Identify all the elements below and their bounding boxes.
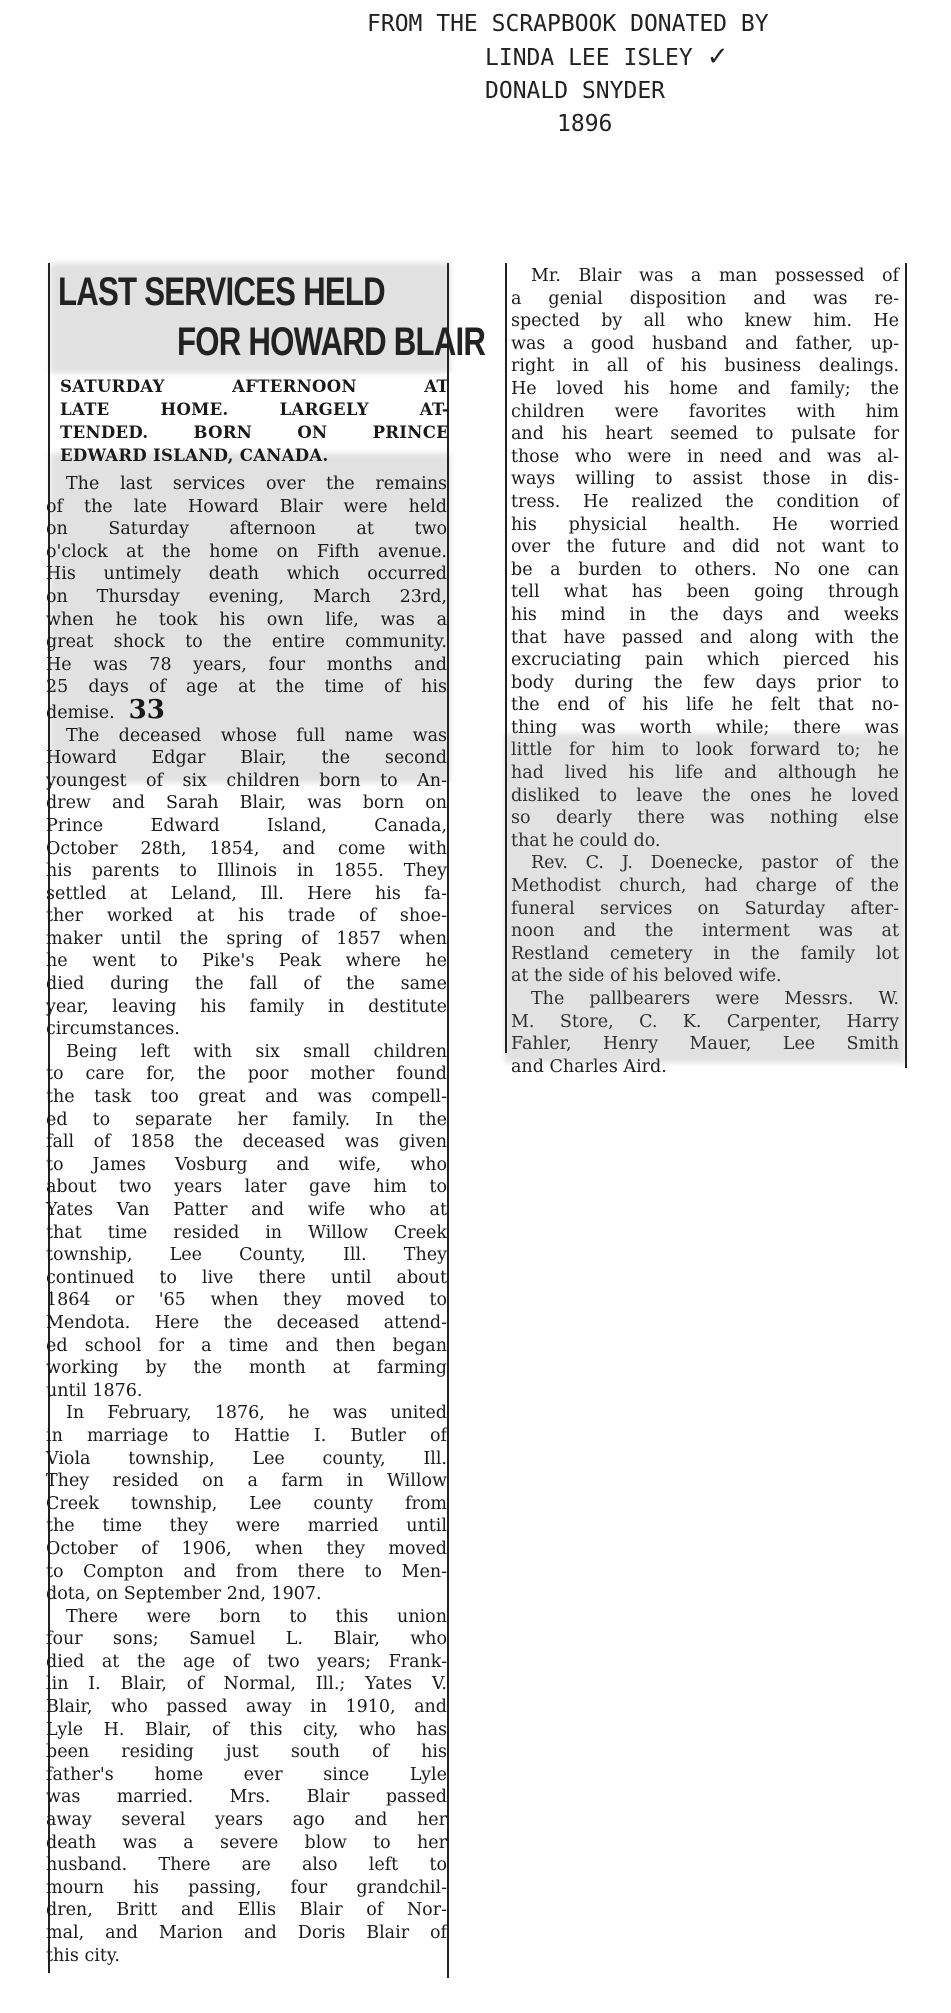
text-line: mal, and Marion and Doris Blair of: [46, 1923, 447, 1943]
text-line: be a burden to others. No one can: [511, 559, 899, 580]
text-line: husband. There are also left to: [46, 1855, 447, 1876]
text-line: He loved his home and family; the: [511, 378, 899, 399]
text-line: father's home ever since Lyle: [46, 1764, 447, 1785]
text-line: about two years later gave him to: [46, 1177, 447, 1198]
text-line: funeral services on Saturday after-: [511, 898, 899, 919]
scrapbook-note: [367, 8, 887, 141]
note-year: 1896: [557, 111, 613, 137]
text-line: of the late Howard Blair were held: [46, 496, 447, 517]
text-line: that he could do.: [511, 830, 661, 851]
text-line: The deceased whose full name was: [66, 725, 447, 746]
text-line: Yates Van Patter and wife who at: [46, 1200, 447, 1220]
text-line: great shock to the entire community.: [46, 632, 447, 653]
deck-line: TENDED. BORN ON PRINCE: [60, 423, 449, 442]
text-line: M. Store, C. K. Carpenter, Harry: [511, 1011, 899, 1032]
text-line: youngest of six children born to An-: [46, 770, 447, 791]
text-line: right in all of his business dealings.: [511, 356, 899, 377]
text-line: this city.: [46, 1945, 120, 1966]
text-line: ed to separate her family. In the: [46, 1109, 447, 1130]
text-line: lin I. Blair, of Normal, Ill.; Yates V.: [46, 1674, 447, 1695]
paragraph: [46, 1606, 447, 1968]
text-line: that have passed and along with the: [511, 627, 899, 648]
text-line: Restland cemetery in the family lot: [511, 943, 899, 964]
text-line: to James Vosburg and wife, who: [46, 1154, 447, 1175]
text-line: was married. Mrs. Blair passed: [46, 1787, 447, 1808]
text-span: demise.: [46, 702, 115, 723]
headline-line-1: LAST SERVICES HELD: [58, 270, 385, 314]
text-line: Being left with six small children: [66, 1041, 447, 1062]
print-smudge: [505, 733, 905, 1063]
text-line: the time they were married until: [46, 1516, 447, 1537]
deck-line: EDWARD ISLAND, CANADA.: [60, 446, 329, 465]
text-line: death was a severe blow to her: [46, 1832, 447, 1853]
text-line: tress. He realized the condition of: [511, 491, 899, 512]
text-line: Mr. Blair was a man possessed of: [531, 266, 899, 286]
text-line: the end of his life he felt that no-: [511, 695, 899, 716]
donor-name: LINDA LEE ISLEY: [485, 45, 693, 71]
text-line: settled at Leland, Ill. Here his fa-: [46, 883, 447, 904]
text-line: Creek township, Lee county from: [46, 1493, 447, 1514]
text-line: Fahler, Henry Mauer, Lee Smith: [511, 1034, 899, 1055]
text-line: thing was worth while; there was: [511, 717, 899, 738]
text-line: continued to live there until about: [46, 1267, 447, 1288]
text-line: noon and the interment was at: [511, 921, 899, 942]
text-line: His untimely death which occurred: [46, 564, 447, 585]
text-line: ther worked at his trade of shoe-: [46, 906, 447, 927]
text-line: Viola township, Lee county, Ill.: [46, 1448, 447, 1469]
text-line: Prince Edward Island, Canada,: [46, 815, 447, 836]
text-line: excruciating pain which pierced his: [511, 650, 899, 671]
text-line: [46, 694, 447, 725]
paragraph: [46, 473, 447, 725]
text-line: the task too great and was compell-: [46, 1087, 447, 1108]
text-line: a genial disposition and was re-: [511, 288, 899, 309]
text-line: that time resided in Willow Creek: [46, 1222, 447, 1243]
text-line: body during the few days prior to: [511, 672, 899, 693]
text-line: his physicial health. He worried: [511, 514, 899, 535]
note-line-2: [485, 41, 887, 75]
text-line: so dearly there was nothing else: [511, 808, 899, 829]
text-line: In February, 1876, he was united: [66, 1403, 447, 1424]
text-line: on Saturday afternoon at two: [46, 519, 447, 540]
text-line: Lyle H. Blair, of this city, who has: [46, 1719, 447, 1740]
text-line: October of 1906, when they moved: [46, 1538, 447, 1559]
text-line: Blair, who passed away in 1910, and: [46, 1697, 447, 1718]
text-line: to Compton and from there to Men-: [46, 1561, 447, 1582]
text-line: dren, Britt and Ellis Blair of Nor-: [46, 1900, 447, 1921]
column-rule-left: [505, 263, 507, 1053]
text-line: mourn his passing, four grandchil-: [46, 1877, 447, 1898]
text-line: four sons; Samuel L. Blair, who: [46, 1629, 447, 1650]
text-line: Howard Edgar Blair, the second: [46, 748, 447, 769]
article-left-column: [40, 263, 486, 1983]
text-line: Methodist church, had charge of the: [511, 876, 899, 897]
text-line: died at the age of two years; Frank-: [46, 1651, 447, 1672]
text-line: over the future and did not want to: [511, 537, 899, 558]
text-line: Rev. C. J. Doenecke, pastor of the: [531, 853, 899, 874]
text-line: spected by all who knew him. He: [511, 311, 899, 332]
subheadline: [60, 375, 449, 467]
text-line: and Charles Aird.: [511, 1056, 667, 1077]
article-body-left: [40, 473, 455, 1967]
text-line: died during the fall of the same: [46, 974, 447, 995]
text-line: dota, on September 2nd, 1907.: [46, 1584, 322, 1605]
text-line: township, Lee County, Ill. They: [46, 1245, 447, 1266]
text-line: disliked to leave the ones he loved: [511, 785, 899, 806]
paragraph: [46, 1041, 447, 1403]
text-line: his mind in the days and weeks: [511, 604, 899, 625]
text-line: working by the month at farming: [46, 1358, 447, 1379]
text-line: was a good husband and father, up-: [511, 333, 899, 354]
text-line: October 28th, 1854, and come with: [46, 838, 447, 859]
text-line: been residing just south of his: [46, 1742, 447, 1763]
text-line: away several years ago and her: [46, 1810, 447, 1831]
text-line: circumstances.: [46, 1019, 180, 1040]
text-line: he went to Pike's Peak where he: [46, 951, 447, 972]
text-line: The pallbearers were Messrs. W.: [531, 989, 899, 1009]
text-line: his parents to Illinois in 1855. They: [46, 861, 447, 882]
handwritten-mark: 33: [128, 694, 165, 725]
text-line: when he took his own life, was a: [46, 609, 447, 630]
text-line: Mendota. Here the deceased attend-: [46, 1312, 447, 1333]
note-line-1: FROM THE SCRAPBOOK DONATED BY: [367, 11, 769, 37]
column-rule-right: [905, 263, 907, 1068]
text-line: drew and Sarah Blair, was born on: [46, 793, 447, 814]
text-line: 25 days of age at the time of his: [46, 677, 447, 698]
text-line: year, leaving his family in destitute: [46, 996, 447, 1017]
text-line: He was 78 years, four months and: [46, 654, 447, 675]
text-line: They resided on a farm in Willow: [46, 1471, 447, 1492]
text-line: children were favorites with him: [511, 401, 899, 422]
text-line: 1864 or '65 when they moved to: [46, 1290, 447, 1311]
text-line: The last services over the remains: [66, 474, 447, 494]
headline-line-2: FOR HOWARD BLAIR: [177, 320, 486, 364]
text-line: ed school for a time and then began: [46, 1335, 447, 1356]
text-line: at the side of his beloved wife.: [511, 966, 782, 987]
text-line: fall of 1858 the deceased was given: [46, 1132, 447, 1153]
text-line: little for him to look forward to; he: [511, 740, 899, 761]
deck-line: SATURDAY AFTERNOON AT: [60, 377, 449, 396]
text-line: had lived his life and although he: [511, 763, 899, 784]
text-line: in marriage to Hattie I. Butler of: [46, 1425, 447, 1446]
text-line: and his heart seemed to pulsate for: [511, 424, 899, 445]
text-line: o'clock at the home on Fifth avenue.: [46, 541, 447, 562]
text-line: maker until the spring of 1857 when: [46, 928, 447, 949]
text-line: tell what has been going through: [511, 582, 899, 603]
text-line: There were born to this union: [66, 1606, 447, 1627]
article-right-column: [505, 263, 907, 1077]
text-line: to care for, the poor mother found: [46, 1064, 447, 1085]
text-line: on Thursday evening, March 23rd,: [46, 586, 447, 607]
text-line: those who were in need and was al-: [511, 446, 899, 467]
check-mark-icon: ✓: [706, 42, 729, 72]
deck-line: LATE HOME. LARGELY AT-: [60, 400, 449, 419]
note-line-3: DONALD SNYDER: [485, 78, 666, 104]
text-line: until 1876.: [46, 1380, 143, 1401]
text-line: ways willing to assist those in dis-: [511, 469, 899, 490]
paragraph: [46, 725, 447, 1041]
paragraph: [46, 1402, 447, 1605]
